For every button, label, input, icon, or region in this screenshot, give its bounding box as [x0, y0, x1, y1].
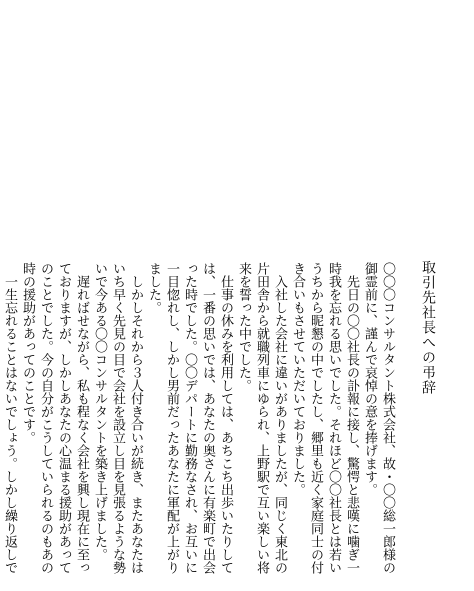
paragraph: しかしそれから３人付き合いが続き、またあなたはいち早く先見の目で会社を設立し目を見張るような勢いで今ある〇〇コンサルタントを築き上げました。 — [92, 262, 143, 574]
paragraph: 遅ればせながら、私も程なく会社を興し現在に至っておりますが、しかしあなたの心温まる援助があってのことでした。今の自分がこうしていられるのもあの時の援助があってのことです。 — [20, 262, 89, 574]
document-title: 取引先社長への弔辞 — [420, 260, 436, 395]
paragraph: 先日の〇〇社長の訃報に接し、驚愕と悲嘆に噛ぎ一時我を忘れる思いでした。それほど〇〇社長とは若いうちから昵懇の中でしたし、郷里も近く家庭同士の付き合いもさせていただいておりました。 — [290, 262, 359, 574]
paragraph: 仕事の休みを利用しては、あちこち出歩いたりしては、一番の思いでは、あなたの奥さんに有楽町で出会った時でした。〇〇デパートに勤務なされ、お互いに一目惚れし、しかし男前だったあなたに軍配が上がりました。 — [146, 262, 233, 574]
paragraph: 入社した会社に違いがありましたが、同じく東北の片田舎から就職列車にゆられ、上野駅で互い楽しい将来を誓った中でした。 — [236, 262, 287, 574]
document-body — [2, 262, 396, 582]
paragraph: 一生忘れることはないでしょう。しかし繰り返しで — [2, 275, 17, 574]
paragraph: 〇〇〇コンサルタント株式会社、故・〇〇総一郎様の御霊前に、謹んで哀悼の意を捧げます。 — [362, 262, 395, 574]
